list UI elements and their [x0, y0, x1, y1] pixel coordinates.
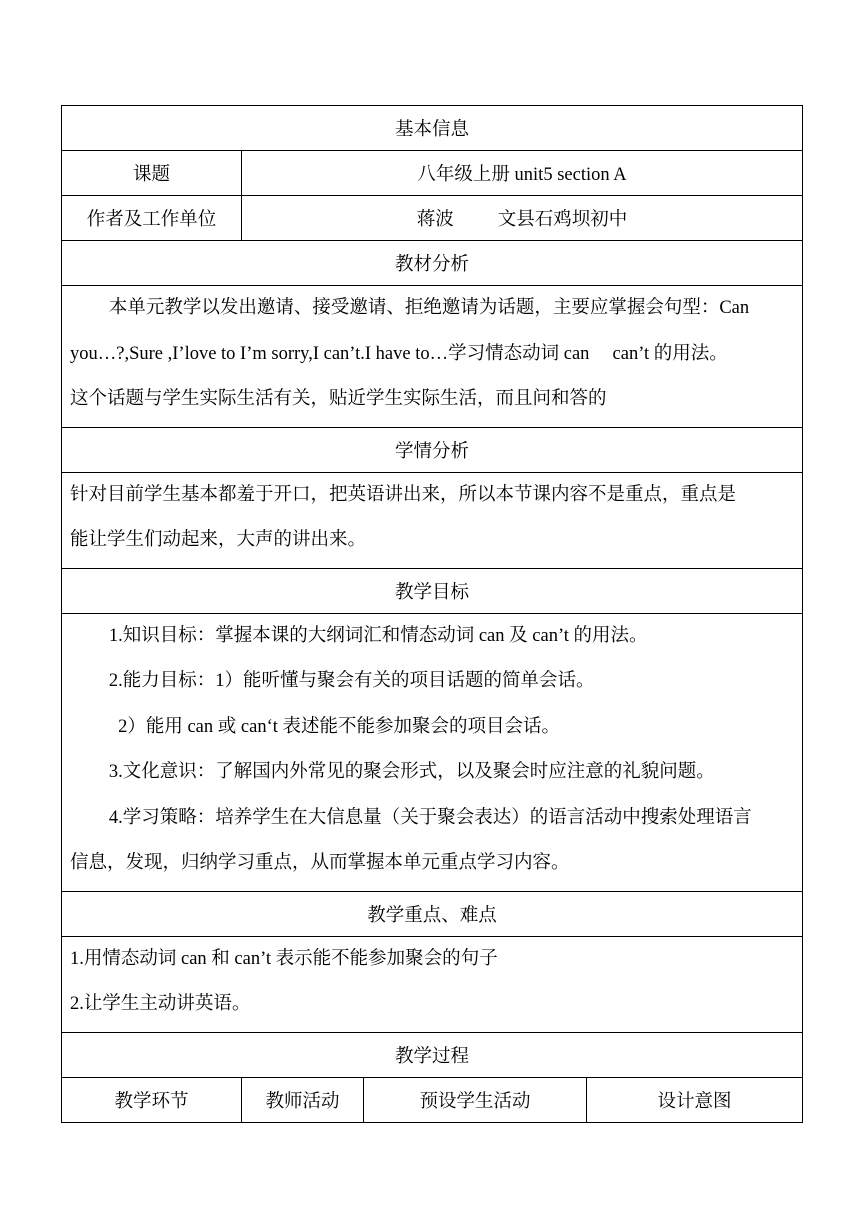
process-header: 教学过程 — [62, 1032, 803, 1077]
textbook-analysis-content — [62, 286, 803, 428]
process-column-header: 设计意图 — [587, 1077, 803, 1122]
textbook-analysis-header-row — [62, 241, 803, 286]
textbook-analysis-line: you…?,Sure ,I’love to I’m sorry,I can’t.I have to…学习情态动词 can can’t 的用法。 — [70, 343, 728, 364]
objective-line: 2）能用 can 或 can‘t 表述能不能参加聚会的项目会话。 — [118, 716, 560, 737]
textbook-analysis-line: 这个话题与学生实际生活有关，贴近学生实际生活，而且问和答的 — [70, 389, 607, 409]
objective-line: 3.文化意识：了解国内外常见的聚会形式，以及聚会时应注意的礼貌问题。 — [108, 762, 715, 782]
key-point-line: 1.用情态动词 can 和 can’t 表示能不能参加聚会的句子 — [70, 948, 498, 969]
author-label: 作者及工作单位 — [62, 196, 242, 241]
objective-line: 2.能力目标：1）能听懂与聚会有关的项目话题的简单会话。 — [108, 671, 595, 691]
key-points-content — [62, 936, 803, 1032]
objective-line: 信息，发现，归纳学习重点，从而掌握本单元重点学习内容。 — [70, 853, 570, 873]
author-value — [242, 196, 803, 241]
process-column-header: 预设学生活动 — [364, 1077, 587, 1122]
key-points-row — [62, 936, 803, 1032]
objectives-row — [62, 613, 803, 891]
process-columns-row — [62, 1077, 803, 1122]
lesson-plan-table — [61, 105, 803, 1123]
student-analysis-content — [62, 472, 803, 568]
topic-row — [62, 151, 803, 196]
process-column-header: 教师活动 — [242, 1077, 364, 1122]
basic-info-header: 基本信息 — [62, 106, 803, 151]
textbook-analysis-header: 教材分析 — [62, 241, 803, 286]
objectives-header: 教学目标 — [62, 568, 803, 613]
student-analysis-header-row — [62, 427, 803, 472]
key-points-header-row — [62, 891, 803, 936]
student-analysis-header: 学情分析 — [62, 427, 803, 472]
textbook-analysis-line: 本单元教学以发出邀请、接受邀请、拒绝邀请为话题，主要应掌握会句型：Can — [108, 298, 750, 318]
author-unit: 文县石鸡坝初中 — [497, 210, 628, 230]
topic-label: 课题 — [62, 151, 242, 196]
student-analysis-line: 能让学生们动起来，大声的讲出来。 — [70, 530, 367, 550]
objectives-content — [62, 613, 803, 891]
objective-line: 1.知识目标：掌握本课的大纲词汇和情态动词 can 及 can’t 的用法。 — [108, 625, 648, 646]
student-analysis-line: 针对目前学生基本都羞于开口，把英语讲出来，所以本节课内容不是重点，重点是 — [70, 484, 737, 505]
author-name: 蒋波 — [416, 210, 454, 230]
basic-info-header-row — [62, 106, 803, 151]
key-point-line: 2.让学生主动讲英语。 — [70, 994, 251, 1014]
process-header-row — [62, 1032, 803, 1077]
author-row — [62, 196, 803, 241]
student-analysis-row — [62, 472, 803, 568]
topic-value: 八年级上册 unit5 section A — [242, 151, 803, 196]
textbook-analysis-row — [62, 286, 803, 428]
objective-line: 4.学习策略：培养学生在大信息量（关于聚会表达）的语言活动中搜索处理语言 — [108, 807, 752, 828]
process-column-header: 教学环节 — [62, 1077, 242, 1122]
objectives-header-row — [62, 568, 803, 613]
key-points-header: 教学重点、难点 — [62, 891, 803, 936]
